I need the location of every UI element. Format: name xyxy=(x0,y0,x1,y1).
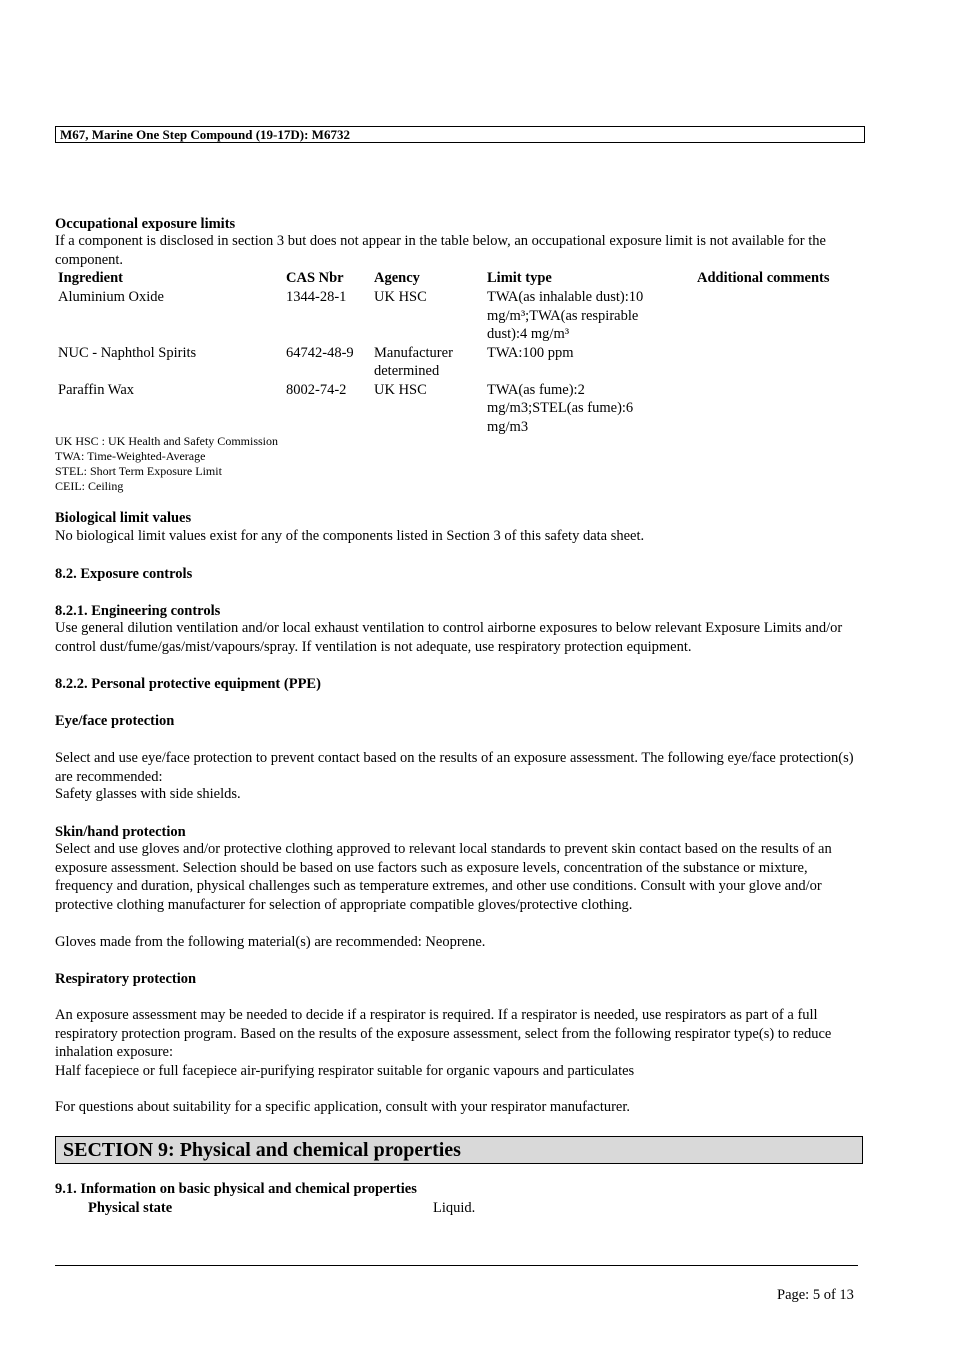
col-ingredient: Ingredient xyxy=(58,270,123,286)
cell-cas: 1344-28-1 xyxy=(286,289,347,305)
table-row xyxy=(55,344,877,381)
cell-limit: TWA:100 ppm xyxy=(487,344,574,361)
resp-note: For questions about suitability for a specific application, consult with your respirator manufacturer. xyxy=(55,1099,631,1115)
cell-comments xyxy=(694,288,877,344)
table-row xyxy=(55,381,877,437)
engineering-heading: 8.2.1. Engineering controls xyxy=(55,603,221,619)
physical-state-label: Physical state xyxy=(88,1200,173,1216)
eye-item: Safety glasses with side shields. xyxy=(55,786,241,802)
cell-cas: 8002-74-2 xyxy=(286,381,347,398)
resp-text: An exposure assessment may be needed to decide if a respirator is required. If a respirator is needed, use respirators as part of a full respiratory protection program. Based on the results of the exposure assessment, select from the following respirator type(s) to reduce inhalation exposure: xyxy=(55,1007,832,1061)
skin-heading: Skin/hand protection xyxy=(55,824,186,840)
footer-divider xyxy=(55,1265,858,1266)
cell-limit: TWA(as fume):2 mg/m3;STEL(as fume):6 mg/m3 xyxy=(487,381,634,435)
eye-text: Select and use eye/face protection to prevent contact based on the results of an exposure assessment. The following eye/face protection(s) are recommended: xyxy=(55,750,854,785)
engineering-text: Use general dilution ventilation and/or local exhaust ventilation to control airborne exposures to below relevant Exposure Limits and/or control dust/fume/gas/mist/vapours/spray. If ventilation is not adequate, use respiratory protection equipment. xyxy=(55,620,843,655)
col-comments: Additional comments xyxy=(697,270,830,286)
oel-table xyxy=(55,269,877,436)
footnote: TWA: Time-Weighted-Average xyxy=(55,449,206,463)
resp-heading: Respiratory protection xyxy=(55,971,197,987)
col-agency: Agency xyxy=(374,270,420,286)
footnote: UK HSC : UK Health and Safety Commission xyxy=(55,434,278,448)
cell-ingredient: Aluminium Oxide xyxy=(58,289,164,305)
oel-intro: If a component is disclosed in section 3 but does not appear in the table below, an occupational exposure limit is not available for the component. xyxy=(55,233,826,268)
col-limit: Limit type xyxy=(487,270,552,286)
bio-text: No biological limit values exist for any of the components listed in Section 3 of this safety data sheet. xyxy=(55,528,645,544)
skin-text: Select and use gloves and/or protective clothing approved to relevant local standards to prevent skin contact based on the results of an exposure assessment. Selection should be based on use factors such as exposure levels, concentration of the substance or mixture, frequency and duration, physical challenges such as temperature extremes, and other use conditions. Consult with your glove and/or protective clothing manufacturer for selection of appropriate compatible gloves/protective clothing. xyxy=(55,841,832,913)
footnote: STEL: Short Term Exposure Limit xyxy=(55,464,222,478)
table-row xyxy=(55,288,877,344)
cell-cas: 64742-48-9 xyxy=(286,344,354,361)
document-header: M67, Marine One Step Compound (19-17D): M6732 xyxy=(55,126,865,143)
ppe-heading: 8.2.2. Personal protective equipment (PPE) xyxy=(55,676,321,692)
oel-table-header xyxy=(55,269,877,288)
oel-footnotes xyxy=(55,434,278,494)
oel-heading: Occupational exposure limits xyxy=(55,216,236,232)
skin-item: Gloves made from the following material(s) are recommended: Neoprene. xyxy=(55,934,486,950)
bio-heading: Biological limit values xyxy=(55,510,192,526)
exposure-controls-heading: 8.2. Exposure controls xyxy=(55,566,193,582)
cell-comments xyxy=(694,344,877,381)
cell-agency: Manufacturer determined xyxy=(374,344,453,379)
cell-ingredient: Paraffin Wax xyxy=(58,381,135,398)
cell-agency: UK HSC xyxy=(374,381,427,398)
cell-agency: UK HSC xyxy=(374,289,427,305)
resp-item: Half facepiece or full facepiece air-purifying respirator suitable for organic vapours and particulates xyxy=(55,1063,635,1079)
eye-heading: Eye/face protection xyxy=(55,713,175,729)
cell-limit: TWA(as inhalable dust):10 mg/m³;TWA(as respirable dust):4 mg/m³ xyxy=(487,289,644,342)
section-9-1-heading: 9.1. Information on basic physical and chemical properties xyxy=(55,1181,417,1197)
page-number: Page: 5 of 13 xyxy=(777,1287,854,1303)
physical-state-value: Liquid. xyxy=(433,1200,476,1216)
cell-comments xyxy=(694,381,877,437)
cell-ingredient: NUC - Naphthol Spirits xyxy=(58,344,197,361)
section-9-title: SECTION 9: Physical and chemical properties xyxy=(55,1136,863,1164)
col-cas: CAS Nbr xyxy=(286,270,344,286)
footnote: CEIL: Ceiling xyxy=(55,479,124,493)
